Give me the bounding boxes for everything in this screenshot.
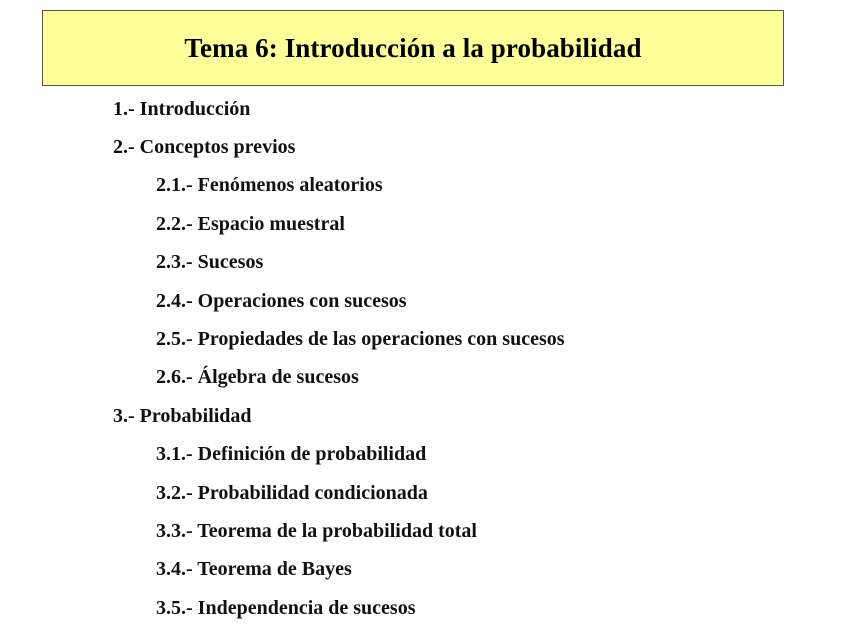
toc-subitem xyxy=(0,167,848,205)
toc-item-label: 3.2.- Probabilidad condicionada xyxy=(156,481,428,504)
toc-item-label: 2.6.- Álgebra de sucesos xyxy=(156,366,359,389)
page-title: Tema 6: Introducción a la probabilidad xyxy=(184,32,642,63)
toc-item-label: 2.1.- Fenómenos aleatorios xyxy=(156,174,383,197)
toc-subitem xyxy=(0,551,848,589)
toc-item-label: 3.1.- Definición de probabilidad xyxy=(156,443,427,466)
toc-subitem xyxy=(0,320,848,358)
toc-item-label: 2.2.- Espacio muestral xyxy=(156,212,345,235)
toc-item-label: 2.- Conceptos previos xyxy=(113,136,296,159)
toc-item-label: 3.3.- Teorema de la probabilidad total xyxy=(156,519,477,542)
toc-item-label: 2.4.- Operaciones con sucesos xyxy=(156,289,407,312)
toc-item-label: 2.5.- Propiedades de las operaciones con sucesos xyxy=(156,328,565,351)
toc-subitem xyxy=(0,474,848,512)
toc-item xyxy=(0,90,848,128)
toc-subitem xyxy=(0,359,848,397)
toc-subitem xyxy=(0,436,848,474)
toc-item-label: 1.- Introducción xyxy=(113,97,251,120)
toc-subitem xyxy=(0,589,848,627)
toc-item xyxy=(0,128,848,166)
toc-subitem xyxy=(0,205,848,243)
toc-item-label: 2.3.- Sucesos xyxy=(156,251,264,274)
toc-subitem xyxy=(0,282,848,320)
title-banner xyxy=(42,10,784,86)
toc-item-label: 3.- Probabilidad xyxy=(113,404,252,427)
toc-subitem xyxy=(0,512,848,550)
toc-subitem xyxy=(0,244,848,282)
toc-item-label: 3.5.- Independencia de sucesos xyxy=(156,596,416,619)
toc-item xyxy=(0,397,848,435)
table-of-contents xyxy=(0,90,848,627)
toc-item-label: 3.4.- Teorema de Bayes xyxy=(156,558,352,581)
